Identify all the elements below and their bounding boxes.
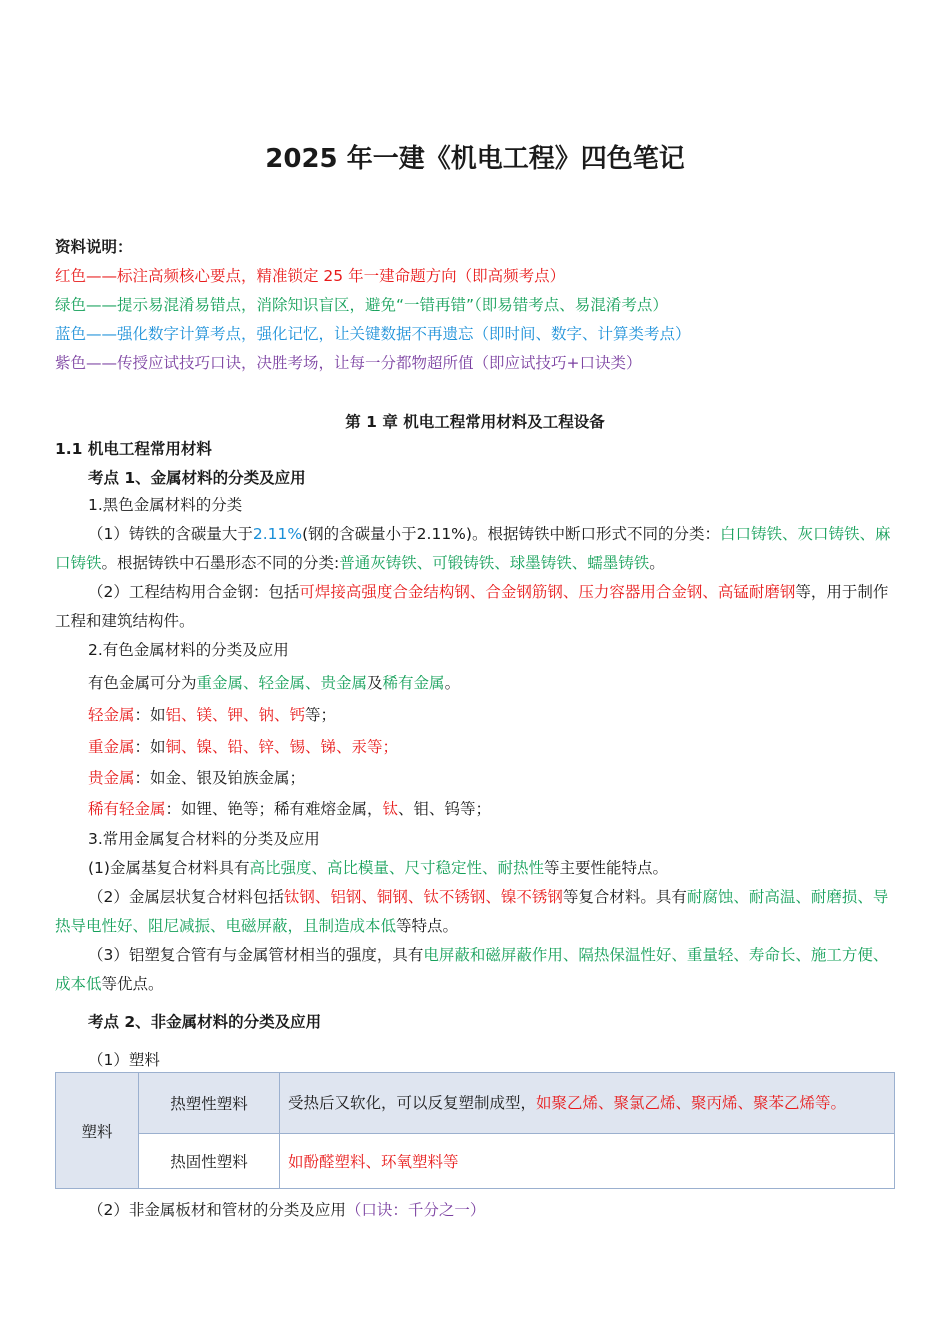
table-row (56, 1134, 895, 1189)
highlight-green-text: 重金属、轻金属、贵金属 (196, 674, 368, 692)
kp1-line-light-metals (88, 705, 336, 725)
plain-text: 等； (305, 706, 337, 724)
document-title: 2025 年一建《机电工程》四色笔记 (265, 144, 685, 174)
kp1-paragraph-aluminum-plastic (55, 941, 900, 999)
plastics-table (55, 1072, 895, 1189)
kp1-line-precious-metals (88, 768, 305, 788)
plain-text: 等特点。 (396, 917, 459, 935)
kp1-line-rare-metals (88, 799, 491, 819)
kp1-title: 考点 1、金属材料的分类及应用 (88, 469, 306, 487)
plain-text: （3）铝塑复合管有与金属管材相当的强度，具有 (88, 946, 424, 964)
table-desc-cell (280, 1134, 895, 1189)
highlight-green-text: 普通灰铸铁、可锻铸铁、球墨铸铁、蠕墨铸铁 (339, 554, 650, 572)
kp2-title: 考点 2、非金属材料的分类及应用 (88, 1013, 322, 1031)
plain-text: (钢的含碳量小于2.11%)。根据铸铁中断口形式不同的分类： (302, 525, 720, 543)
plain-text: ：如锂、铯等；稀有难熔金属， (165, 800, 383, 818)
highlight-green-text: 稀有金属 (382, 674, 445, 692)
legend-blue: 蓝色——强化数字计算考点，强化记忆，让关键数据不再遗忘（即时间、数字、计算类考点） (55, 325, 691, 343)
highlight-red-text: 钛 (382, 800, 399, 818)
kp1-line-heavy-metals (88, 737, 398, 757)
kp2-subheading-1: （1）塑料 (88, 1051, 160, 1069)
kp1-paragraph-2 (55, 578, 900, 636)
highlight-red-text: 稀有轻金属 (88, 800, 166, 818)
plain-text: 等，用于制作工程和建筑结构件。 (55, 583, 889, 630)
plain-text: （2）金属层状复合材料包括 (88, 888, 284, 906)
highlight-red-text: 轻金属 (88, 706, 135, 724)
highlight-green-text: 白口铸铁、灰口铸铁、麻口铸铁 (55, 525, 891, 572)
rich-text (55, 888, 888, 935)
kp1-paragraph-laminated (55, 883, 900, 941)
plain-text: 及 (367, 674, 383, 692)
plain-text: （1）铸铁的含碳量大于 (88, 525, 253, 543)
plain-text: 等主要性能特点。 (543, 859, 668, 877)
kp1-line-metals (88, 673, 460, 693)
legend-heading: 资料说明： (55, 238, 133, 256)
desc-highlight: 如酚醛塑料、环氧塑料等 (288, 1153, 459, 1171)
plain-text: 。根据铸铁中石墨形态不同的分类: (101, 554, 340, 572)
table-row (56, 1073, 895, 1134)
legend-red: 红色——标注高频核心要点，精准锁定 25 年一建命题方向（即高频考点） (55, 267, 566, 285)
kp1-subheading-3: 3.常用金属复合材料的分类及应用 (88, 830, 320, 848)
legend-purple: 紫色——传授应试技巧口诀，决胜考场，让每一分都物超所值（即应试技巧+口诀类） (55, 354, 642, 372)
highlight-blue-text: 2.11% (252, 525, 303, 543)
legend-green: 绿色——提示易混淆易错点，消除知识盲区，避免“一错再错”（即易错考点、易混淆考点） (55, 296, 668, 314)
highlight-red-text: 铝、镁、钾、钠、钙 (165, 706, 306, 724)
mnemonic-text: （口诀：千分之一） (345, 1201, 486, 1219)
table-type-cell: 热固性塑料 (139, 1134, 280, 1189)
table-type-cell: 热塑性塑料 (139, 1073, 280, 1134)
desc-plain: 受热后又软化，可以反复塑制成型， (288, 1093, 537, 1112)
plain-text: ：如 (134, 738, 166, 756)
kp2-subheading-2 (88, 1200, 485, 1220)
highlight-red-text: 可焊接高强度合金结构钢、合金钢筋钢、压力容器用合金钢、高锰耐磨钢 (299, 583, 796, 601)
table-desc-cell (280, 1073, 895, 1134)
kp1-subheading-2: 2.有色金属材料的分类及应用 (88, 641, 289, 659)
table-category-cell: 塑料 (56, 1073, 139, 1189)
plain-text: 有色金属可分为 (88, 674, 197, 692)
rich-text (55, 525, 890, 572)
rich-text (55, 946, 888, 993)
highlight-red-text: 重金属 (88, 738, 135, 756)
plain-text: 、钼、钨等； (398, 800, 492, 818)
kp1-line-mmc (88, 858, 668, 878)
plain-text: ：如 (134, 706, 166, 724)
plain-text: (1)金属基复合材料具有 (88, 859, 250, 877)
plain-text: 。 (649, 554, 665, 572)
highlight-green-text: 高比强度、高比模量、尺寸稳定性、耐热性 (249, 859, 544, 877)
plain-text: ：如金、银及铂族金属； (134, 769, 306, 787)
highlight-red-text: 贵金属 (88, 769, 135, 787)
plain-text: 。 (444, 674, 461, 692)
plain-text: （2）工程结构用合金钢：包括 (88, 583, 300, 601)
section-heading: 1.1 机电工程常用材料 (55, 440, 212, 458)
kp1-paragraph-1 (55, 520, 900, 578)
kp1-subheading-1: 1.黑色金属材料的分类 (88, 496, 243, 514)
desc-highlight: 如聚乙烯、聚氯乙烯、聚丙烯、聚苯乙烯等。 (536, 1093, 847, 1112)
plain-text: 等优点。 (101, 975, 164, 993)
subheading-text: （2）非金属板材和管材的分类及应用 (88, 1201, 346, 1219)
highlight-green-text: 耐腐蚀、耐高温、耐磨损、导热导电性好、阻尼减振、电磁屏蔽，且制造成本低 (55, 888, 889, 935)
chapter-heading: 第 1 章 机电工程常用材料及工程设备 (345, 413, 605, 431)
rich-text (55, 583, 888, 630)
plain-text: 等复合材料。具有 (562, 888, 687, 906)
highlight-red-text: 铜、镍、铅、锌、锡、锑、汞等； (165, 738, 399, 756)
highlight-green-text: 电屏蔽和磁屏蔽作用、隔热保温性好、重量轻、寿命长、施工方便、成本低 (55, 946, 889, 993)
highlight-red-text: 钛钢、铝钢、铜钢、钛不锈钢、镍不锈钢 (283, 888, 563, 906)
